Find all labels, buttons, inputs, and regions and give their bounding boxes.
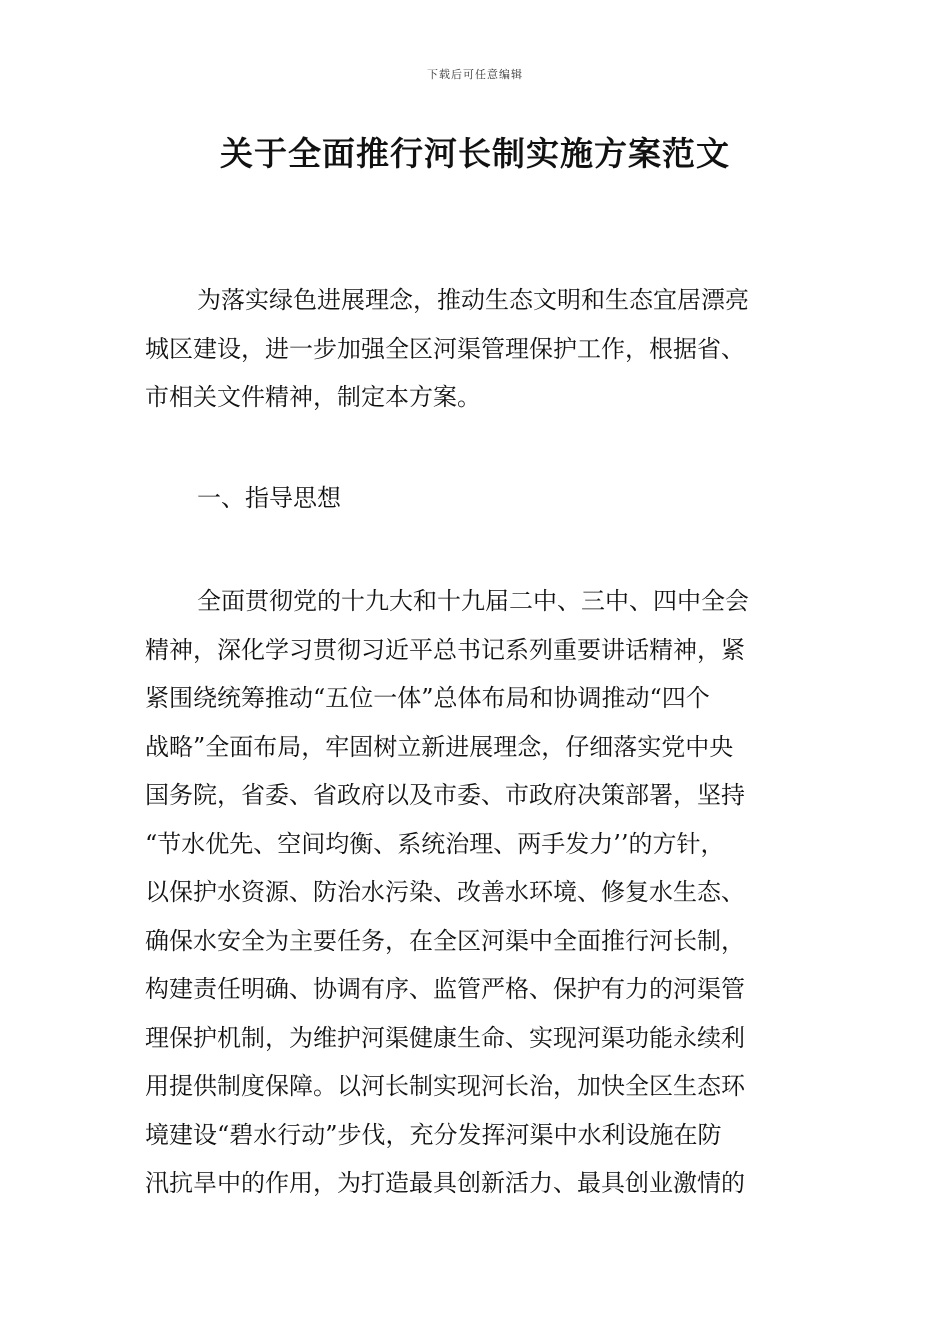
section-heading-text: 一、指导思想 (197, 484, 341, 512)
document-title: 关于全面推行河长制实施方案范文 (220, 134, 730, 173)
header-note: 下载后可任意编辑 (427, 68, 523, 81)
intro-line: 为落实绿色进展理念，推动生态文明和生态宜居漂亮 (197, 286, 749, 314)
section-heading (145, 474, 825, 523)
guiding-line: 确保水安全为主要任务，在全区河渠中全面推行河长制， (145, 926, 745, 955)
guiding-line: 境建设“碧水行动”步伐，充分发挥河渠中水利设施在防 (145, 1120, 722, 1149)
guiding-line: “节水优先、空间均衡、系统治理、两手发力’’的方针， (145, 829, 725, 858)
intro-line: 城区建设，进一步加强全区河渠管理保护工作，根据省、 (145, 334, 745, 363)
guiding-line: 紧围绕统筹推动“五位一体”总体布局和协调推动“四个 (145, 684, 710, 712)
guiding-line: 理保护机制，为维护河渠健康生命、实现河渠功能永续利 (145, 1023, 745, 1052)
intro-paragraph (145, 276, 825, 422)
guiding-paragraph (145, 577, 825, 1208)
guiding-line: 构建责任明确、协调有序、监管严格、保护有力的河渠管 (145, 975, 745, 1003)
guiding-line: 用提供制度保障。以河长制实现河长治，加快全区生态环 (145, 1072, 745, 1100)
guiding-line: 战略”全面布局，牢固树立新进展理念，仔细落实党中央 (145, 732, 734, 761)
guiding-line: 全面贯彻党的十九大和十九届二中、三中、四中全会 (197, 587, 749, 615)
guiding-line: 国务院，省委、省政府以及市委、市政府决策部署，坚持 (145, 781, 745, 809)
guiding-line: 汛抗旱中的作用，为打造最具创新活力、最具创业激情的 (145, 1169, 745, 1197)
intro-line: 市相关文件精神，制定本方案。 (145, 383, 481, 411)
guiding-line: 以保护水资源、防治水污染、改善水环境、修复水生态、 (145, 878, 745, 906)
guiding-line: 精神，深化学习贯彻习近平总书记系列重要讲话精神，紧 (145, 635, 745, 664)
